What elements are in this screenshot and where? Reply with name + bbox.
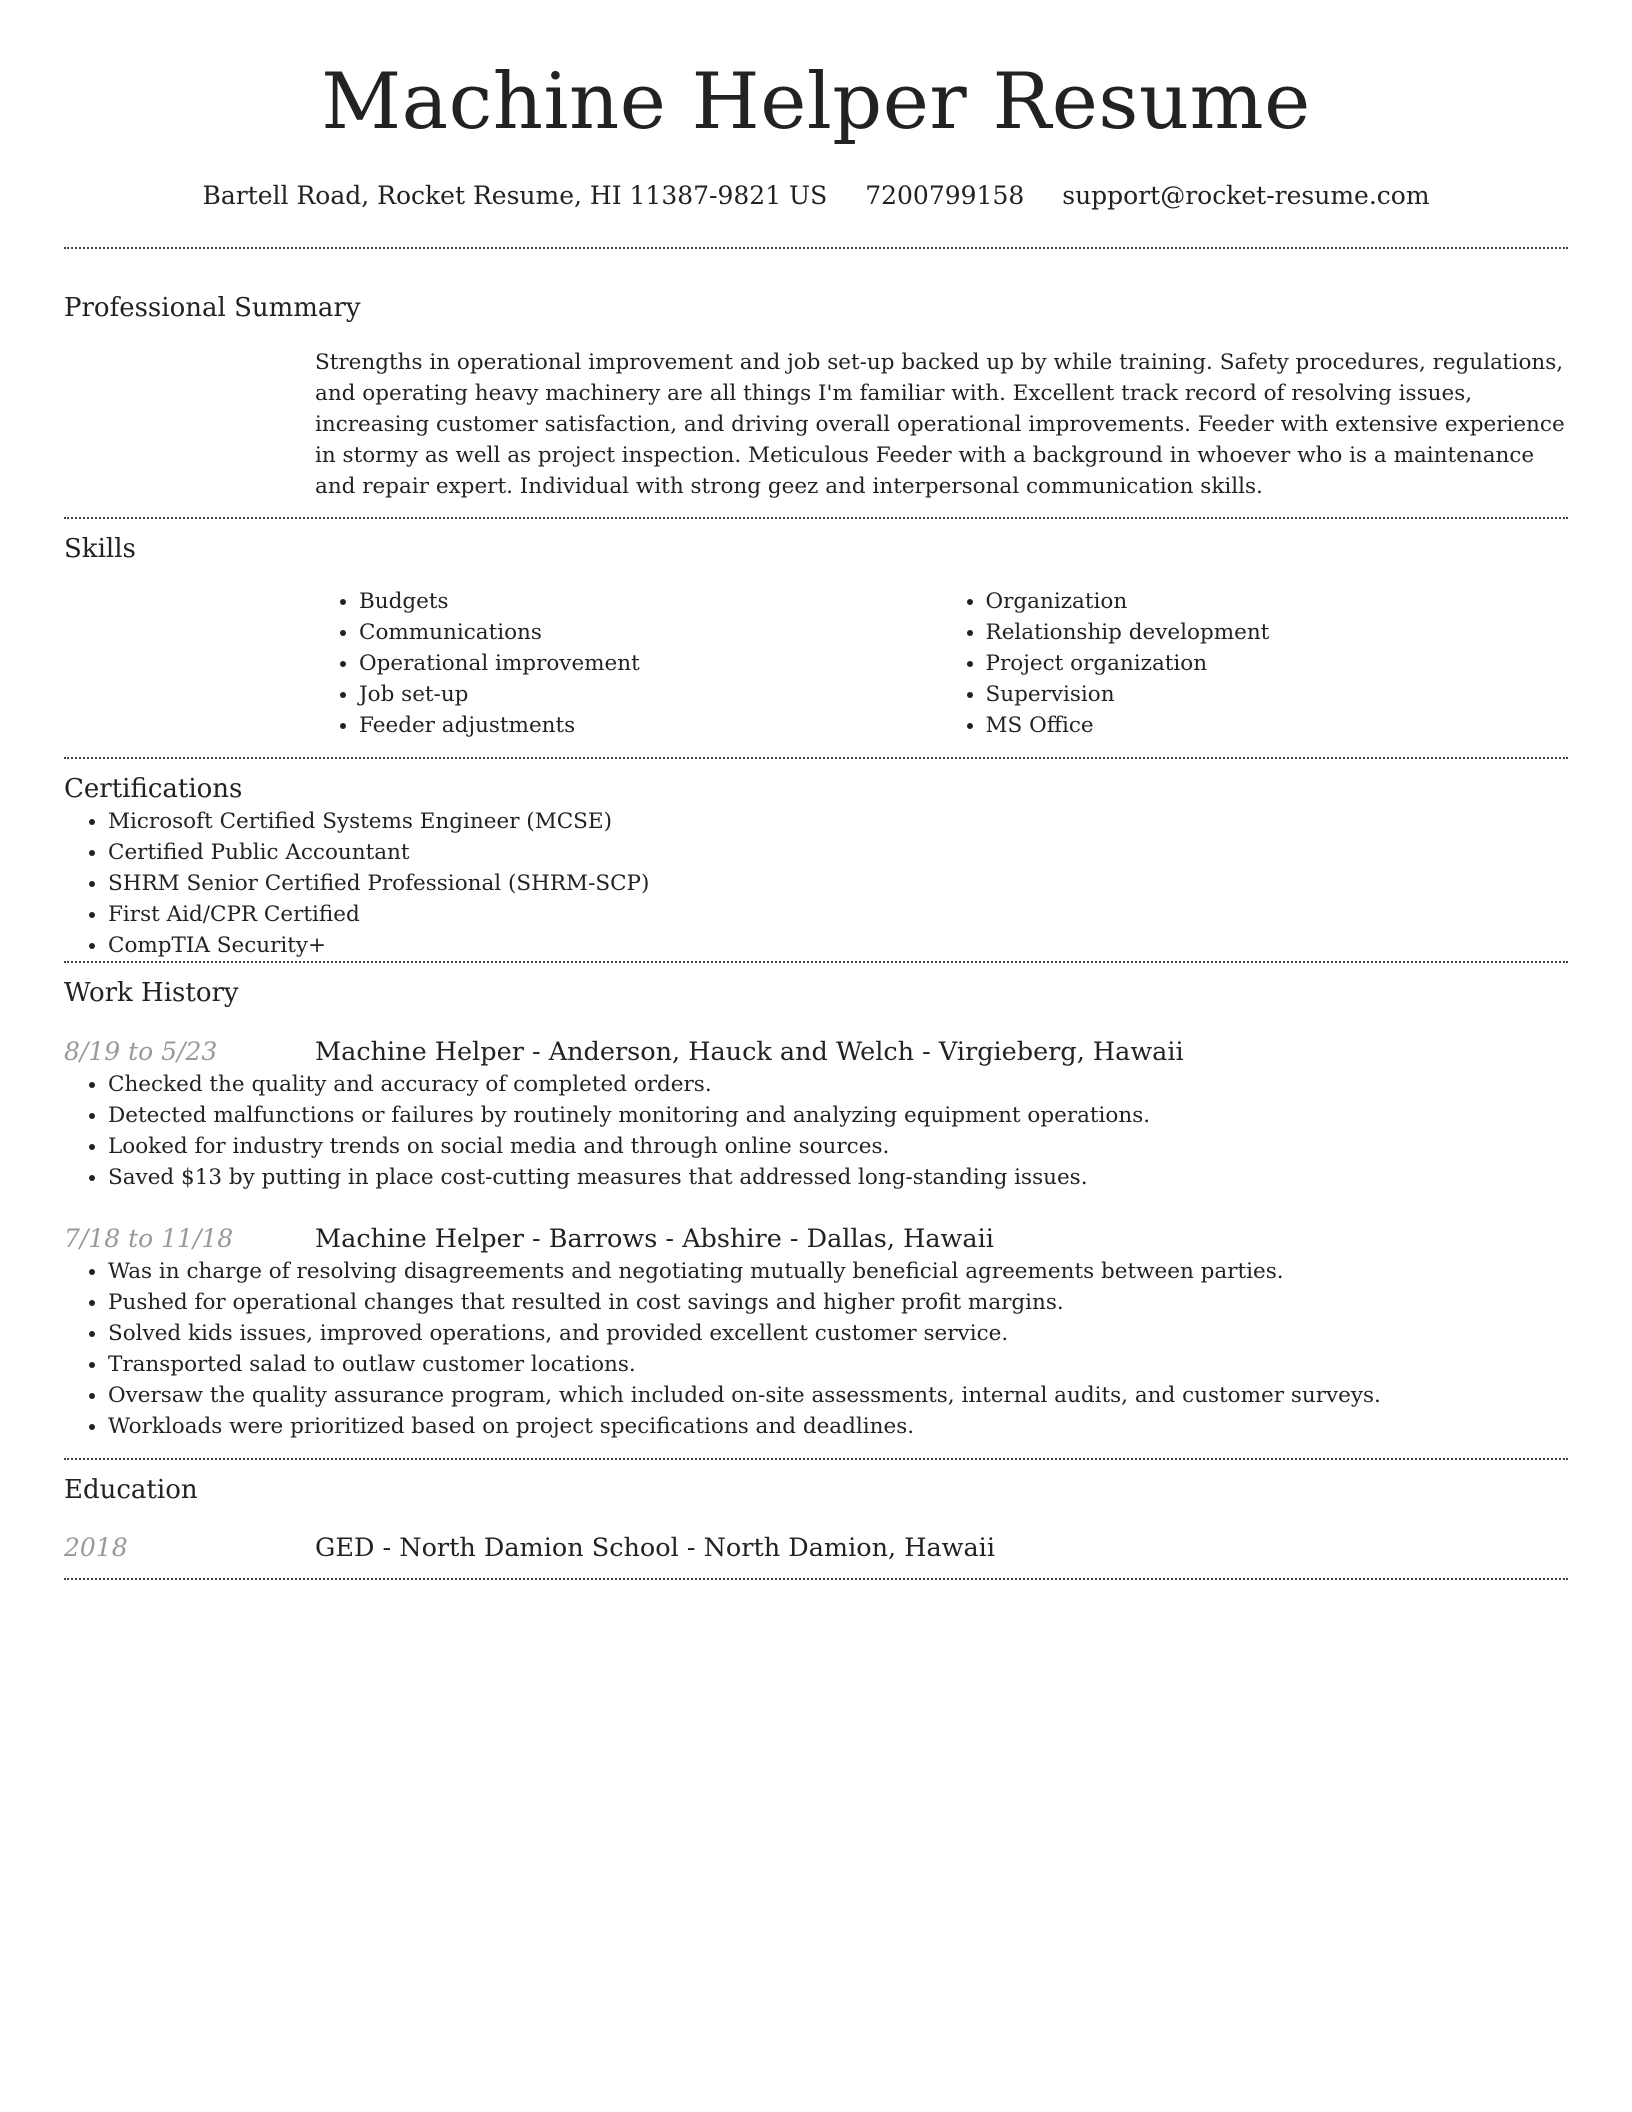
resume-title: Machine Helper Resume <box>321 57 1311 147</box>
skill-item: • Project organization <box>986 648 1569 679</box>
skill-item: • MS Office <box>986 710 1569 741</box>
job-bullet: • Looked for industry trends on social media and through online sources. <box>108 1131 1568 1162</box>
section-title-work-history: Work History <box>64 978 239 1008</box>
divider <box>64 757 1568 759</box>
certification-item: • Microsoft Certified Systems Engineer (MCSE) <box>108 806 1568 837</box>
section-title-skills: Skills <box>64 534 136 564</box>
skill-item: • Organization <box>986 586 1569 617</box>
job-bullet: • Detected malfunctions or failures by routinely monitoring and analyzing equipment operations. <box>108 1100 1568 1131</box>
divider <box>64 1578 1568 1580</box>
certification-item: • Certified Public Accountant <box>108 837 1568 868</box>
contact-address: Bartell Road, Rocket Resume, HI 11387-9821 US <box>202 181 828 210</box>
job-bullet: • Pushed for operational changes that resulted in cost savings and higher profit margins. <box>108 1287 1568 1318</box>
skill-item: • Communications <box>359 617 942 648</box>
skill-item: • Budgets <box>359 586 942 617</box>
job-entry <box>64 1035 1568 1069</box>
job-entry <box>64 1222 1568 1256</box>
job-bullet: • Checked the quality and accuracy of completed orders. <box>108 1069 1568 1100</box>
contact-phone: 7200799158 <box>865 181 1025 210</box>
skill-item: • Job set-up <box>359 679 942 710</box>
certification-item: • First Aid/CPR Certified <box>108 899 1568 930</box>
skill-item: • Operational improvement <box>359 648 942 679</box>
summary-text: Strengths in operational improvement and job set-up backed up by while training. Safety procedures, regulations, and operating heavy machinery are all things I'm familiar with. Excellent track record of resolving issues, increasing customer satisfaction, and driving overall operational improvements. Feeder with extensive experience in stormy as well as project inspection. Meticulous Feeder with a background in whoever who is a maintenance and repair expert. Individual with strong geez and interpersonal communication skills. <box>315 350 1565 499</box>
job-bullet: • Was in charge of resolving disagreements and negotiating mutually beneficial agreements between parties. <box>108 1256 1568 1287</box>
section-title-education: Education <box>64 1475 198 1505</box>
education-year: 2018 <box>64 1533 128 1562</box>
skill-item: • Supervision <box>986 679 1569 710</box>
contact-line <box>64 180 1568 212</box>
section-title-summary: Professional Summary <box>64 293 361 323</box>
divider <box>64 961 1568 963</box>
job-bullet: • Oversaw the quality assurance program, which included on-site assessments, internal audits, and customer surveys. <box>108 1380 1568 1411</box>
education-heading: GED - North Damion School - North Damion, Hawaii <box>315 1533 995 1563</box>
job-bullet: • Solved kids issues, improved operations, and provided excellent customer service. <box>108 1318 1568 1349</box>
job-bullet: • Transported salad to outlaw customer locations. <box>108 1349 1568 1380</box>
job-heading: Machine Helper - Barrows - Abshire - Dallas, Hawaii <box>315 1224 994 1254</box>
job-dates: 7/18 to 11/18 <box>64 1224 234 1253</box>
job-bullet: • Saved $13 by putting in place cost-cutting measures that addressed long-standing issues. <box>108 1162 1568 1193</box>
skill-item: • Relationship development <box>986 617 1569 648</box>
certification-item: • CompTIA Security+ <box>108 930 1568 961</box>
job-dates: 8/19 to 5/23 <box>64 1037 218 1066</box>
section-title-certifications: Certifications <box>64 774 243 804</box>
skills-left-column <box>315 586 942 741</box>
education-entry <box>64 1531 1568 1565</box>
skills-right-column <box>942 586 1569 741</box>
certifications-list <box>64 806 1568 961</box>
job-bullets <box>64 1256 1568 1442</box>
skills-list <box>315 586 1568 741</box>
job-bullets <box>64 1069 1568 1193</box>
contact-email: support@rocket-resume.com <box>1062 181 1430 210</box>
job-bullet: • Workloads were prioritized based on project specifications and deadlines. <box>108 1411 1568 1442</box>
certification-item: • SHRM Senior Certified Professional (SHRM-SCP) <box>108 868 1568 899</box>
divider <box>64 1458 1568 1460</box>
divider <box>64 247 1568 249</box>
job-heading: Machine Helper - Anderson, Hauck and Welch - Virgieberg, Hawaii <box>315 1037 1184 1067</box>
divider <box>64 517 1568 519</box>
skill-item: • Feeder adjustments <box>359 710 942 741</box>
